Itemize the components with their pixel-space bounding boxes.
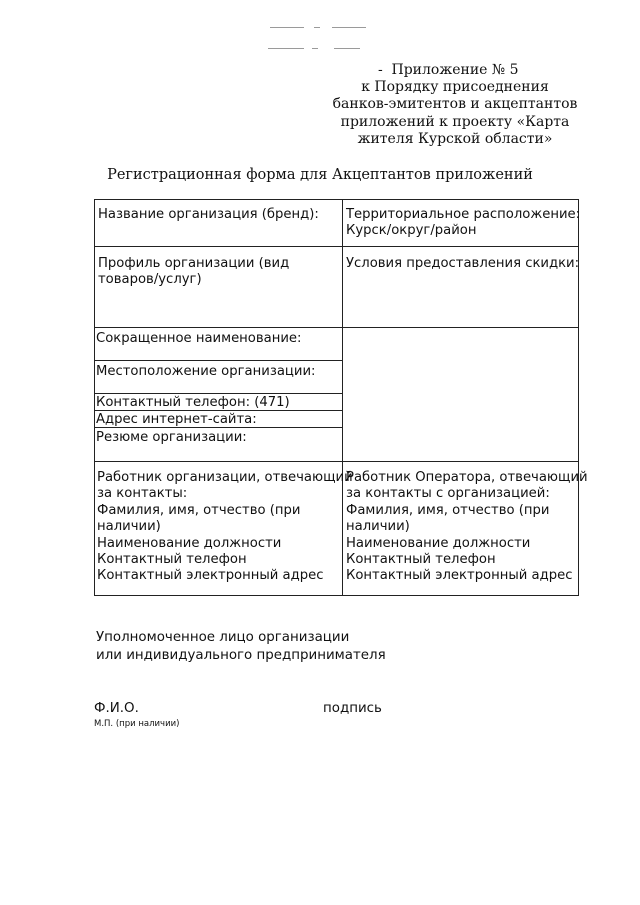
- operator-employee-line: за контакты с организацией:: [346, 486, 550, 502]
- table-border: [94, 393, 343, 394]
- scan-artifact: [314, 27, 320, 28]
- profile-label-line: Профиль организации (вид: [98, 256, 290, 271]
- operator-employee-line: Контактный телефон: [346, 552, 496, 568]
- website-label: Адрес интернет-сайта:: [96, 412, 257, 427]
- appendix-line: приложений к проекту «Карта: [340, 113, 570, 130]
- territory-label: [346, 207, 580, 240]
- appendix-header: [330, 62, 580, 148]
- operator-employee-line: Фамилия, имя, отчество (при: [346, 502, 550, 518]
- phone-label: Контактный телефон: (471): [96, 395, 290, 410]
- table-border: [94, 199, 579, 200]
- appendix-line: Приложение № 5: [391, 62, 519, 78]
- org-employee-line: за контакты:: [97, 486, 188, 502]
- table-border: [94, 246, 579, 247]
- operator-employee-line: наличии): [346, 519, 410, 535]
- authorized-line: Уполномоченное лицо организации: [96, 630, 350, 645]
- table-border: [94, 595, 579, 596]
- scan-artifact: [312, 48, 318, 49]
- scan-artifact: [332, 27, 366, 28]
- scan-artifact: [334, 48, 360, 49]
- operator-employee-line: Контактный электронный адрес: [346, 568, 573, 584]
- form-title: Регистрационная форма для Акцептантов приложений: [107, 167, 533, 183]
- org-employee-line: Контактный электронный адрес: [97, 568, 324, 584]
- table-border: [94, 199, 95, 596]
- territory-label-line: Территориальное расположение:: [346, 207, 581, 222]
- scan-artifact: [270, 27, 304, 28]
- fio-label: Ф.И.О.: [94, 701, 139, 716]
- stamp-label: М.П. (при наличии): [94, 719, 180, 729]
- appendix-line: к Порядку присоеднения: [361, 79, 549, 96]
- territory-label-line: Курск/округ/район: [346, 223, 477, 239]
- operator-employee-line: Работник Оператора, отвечающий: [346, 470, 588, 485]
- location-label: Местоположение организации:: [96, 364, 316, 379]
- appendix-line: банков-эмитентов и акцептантов: [332, 96, 578, 113]
- authorized-line: или индивидуального предпринимателя: [96, 648, 386, 663]
- appendix-dash: -: [378, 62, 383, 78]
- profile-label: [98, 256, 289, 289]
- operator-employee-line: Наименование должности: [346, 535, 531, 551]
- table-border: [94, 327, 579, 328]
- summary-label: Резюме организации:: [96, 430, 247, 445]
- short-name-label: Сокращенное наименование:: [96, 331, 302, 346]
- org-employee-line: Работник организации, отвечающий: [97, 470, 353, 485]
- org-employee-line: Фамилия, имя, отчество (при: [97, 502, 301, 518]
- org-name-label: Название организация (бренд):: [98, 207, 319, 222]
- operator-employee-block: [346, 470, 588, 585]
- appendix-line: жителя Курской области»: [357, 130, 553, 147]
- org-employee-line: Контактный телефон: [97, 552, 247, 568]
- signature-label: подпись: [323, 701, 382, 716]
- scan-artifact: [268, 48, 304, 49]
- org-employee-line: Наименование должности: [97, 535, 282, 551]
- discount-label: Условия предоставления скидки:: [346, 256, 580, 271]
- authorized-person-block: [96, 629, 386, 665]
- org-employee-line: наличии): [97, 519, 161, 535]
- org-employee-block: [97, 470, 353, 585]
- profile-label-line: товаров/услуг): [98, 272, 202, 288]
- table-border: [94, 360, 343, 361]
- table-border: [94, 461, 579, 462]
